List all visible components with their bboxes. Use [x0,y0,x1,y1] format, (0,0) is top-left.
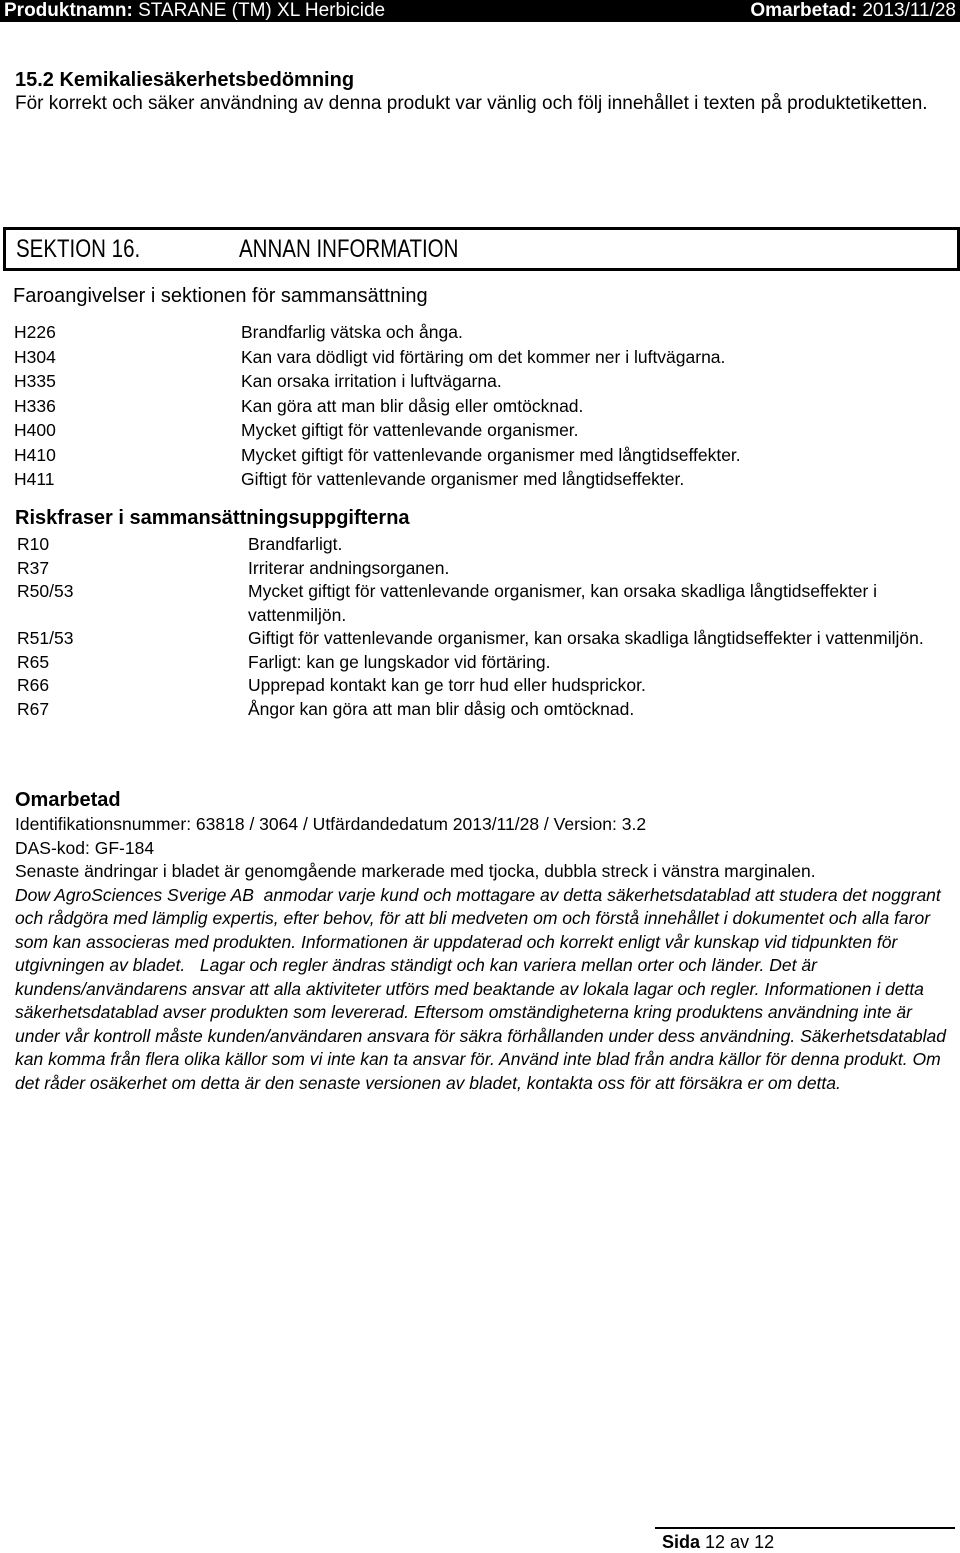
risk-text: Brandfarligt. [248,534,343,554]
risk-row [17,533,947,557]
risk-row [17,627,947,651]
risk-code: R10 [17,534,50,554]
revised-value: 2013/11/28 [862,0,956,21]
changes-note: Senaste ändringar i bladet är genomgående markerade med tjocka, dubbla streck i vänstra marginalen. [15,861,816,881]
hazard-row [14,418,934,443]
hazard-code: H226 [14,322,56,342]
risk-code: R66 [17,675,50,695]
footer-divider [655,1527,955,1529]
risk-code: R37 [17,557,50,578]
product-label: Produktnamn: [4,0,133,21]
risk-text: Mycket giftigt för vattenlevande organismer, kan orsaka skadliga långtidseffekter i vattenmiljön. [248,581,878,625]
risk-row [17,651,947,675]
hazard-row [14,345,934,370]
revision-date [750,0,956,22]
hazard-code: H410 [14,444,56,465]
risk-text: Ångor kan göra att man blir dåsig och omtöcknad. [248,698,635,719]
hazard-text: Kan orsaka irritation i luftvägarna. [241,371,502,391]
revised-heading: Omarbetad [15,789,121,811]
hazard-list [14,320,934,492]
hazard-row [14,369,934,394]
hazard-code: H336 [14,395,56,416]
hazard-text: Kan vara dödligt vid förtäring om det kommer ner i luftvägarna. [241,346,726,367]
section-15-2 [15,68,945,116]
section-16-title: ANNAN INFORMATION [239,235,459,263]
page-header [0,0,960,22]
risk-text: Farligt: kan ge lungskador vid förtäring. [248,651,551,672]
identification-line: Identifikationsnummer: 63818 / 3064 / Utfärdandedatum 2013/11/28 / Version: 3.2 [15,814,647,834]
section-15-2-body: För korrekt och säker användning av denna produkt var vänlig och följ innehållet i texten på produktetiketten. [15,93,928,114]
hazard-code: H304 [14,346,56,367]
product-name [4,0,385,22]
disclaimer-text: Dow AgroSciences Sverige AB anmodar varje kund och mottagare av detta säkerhetsdatablad att studera det noggrant och rådgöra med lämplig expertis, efter behov, för att bli medveten om och förstå innehållet i dokumentet och alla faror som kan associeras med produkten. Informationen är uppdaterad och korrekt enligt vår kunskap vid tidpunkten för utgivningen av bladet. Lagar och regler ändras ständigt och kan variera mellan orter och länder. Det är kundens/användarens ansvar att alla aktiviteter utförs med beaktande av lokala lagar och regler. Informationen i detta säkerhetsdatablad avser produkten som levererad. Eftersom omständigheterna kring produktens användning inte är under vår kontroll måste kunden/användaren ansvara för säkra förhållanden under dess användning. Säkerhetsdatablad kan komma från flera olika källor som vi inte kan ta ansvar för. Använd inte blad från andra källor för denna produkt. Om det råder osäkerhet om detta är den senaste versionen av bladet, kontakta oss för att försäkra er om detta. [15,884,951,1093]
risk-text: Upprepad kontakt kan ge torr hud eller hudsprickor. [248,675,646,695]
hazard-row [14,394,934,419]
risk-row [17,674,947,698]
risk-list [17,533,947,721]
hazard-heading: Faroangivelser i sektionen för sammansättning [13,285,428,307]
hazard-row [14,467,934,492]
revised-section [15,787,950,1095]
product-value: STARANE (TM) XL Herbicide [138,0,386,21]
hazard-text: Giftigt för vattenlevande organismer med långtidseffekter. [241,469,685,489]
hazard-code: H411 [14,469,55,489]
risk-code: R50/53 [17,581,74,601]
risk-row [17,698,947,722]
page-label: Sida [662,1532,701,1552]
risk-row [17,557,947,581]
section-16-number: SEKTION 16. [16,235,141,263]
risk-text: Giftigt för vattenlevande organismer, kan orsaka skadliga långtidseffekter i vattenmiljön. [248,628,924,648]
risk-text: Irriterar andningsorganen. [248,557,450,578]
das-code-line: DAS-kod: GF-184 [15,837,155,858]
section-16-header [3,227,960,271]
risk-code: R67 [17,698,50,719]
revised-label: Omarbetad: [750,0,858,21]
risk-code: R65 [17,651,50,672]
risk-row [17,580,947,627]
hazard-text: Mycket giftigt för vattenlevande organismer. [241,420,579,440]
hazard-code: H335 [14,371,56,391]
hazard-code: H400 [14,420,56,440]
hazard-text: Kan göra att man blir dåsig eller omtöcknad. [241,395,584,416]
hazard-text: Brandfarlig vätska och ånga. [241,322,463,342]
hazard-text: Mycket giftigt för vattenlevande organismer med långtidseffekter. [241,444,741,465]
hazard-row [14,320,934,345]
page-count: 12 av 12 [705,1532,775,1552]
section-15-2-heading: 15.2 Kemikaliesäkerhetsbedömning [15,69,355,91]
risk-heading: Riskfraser i sammansättningsuppgifterna [15,507,410,529]
risk-code: R51/53 [17,628,74,648]
hazard-row [14,443,934,468]
